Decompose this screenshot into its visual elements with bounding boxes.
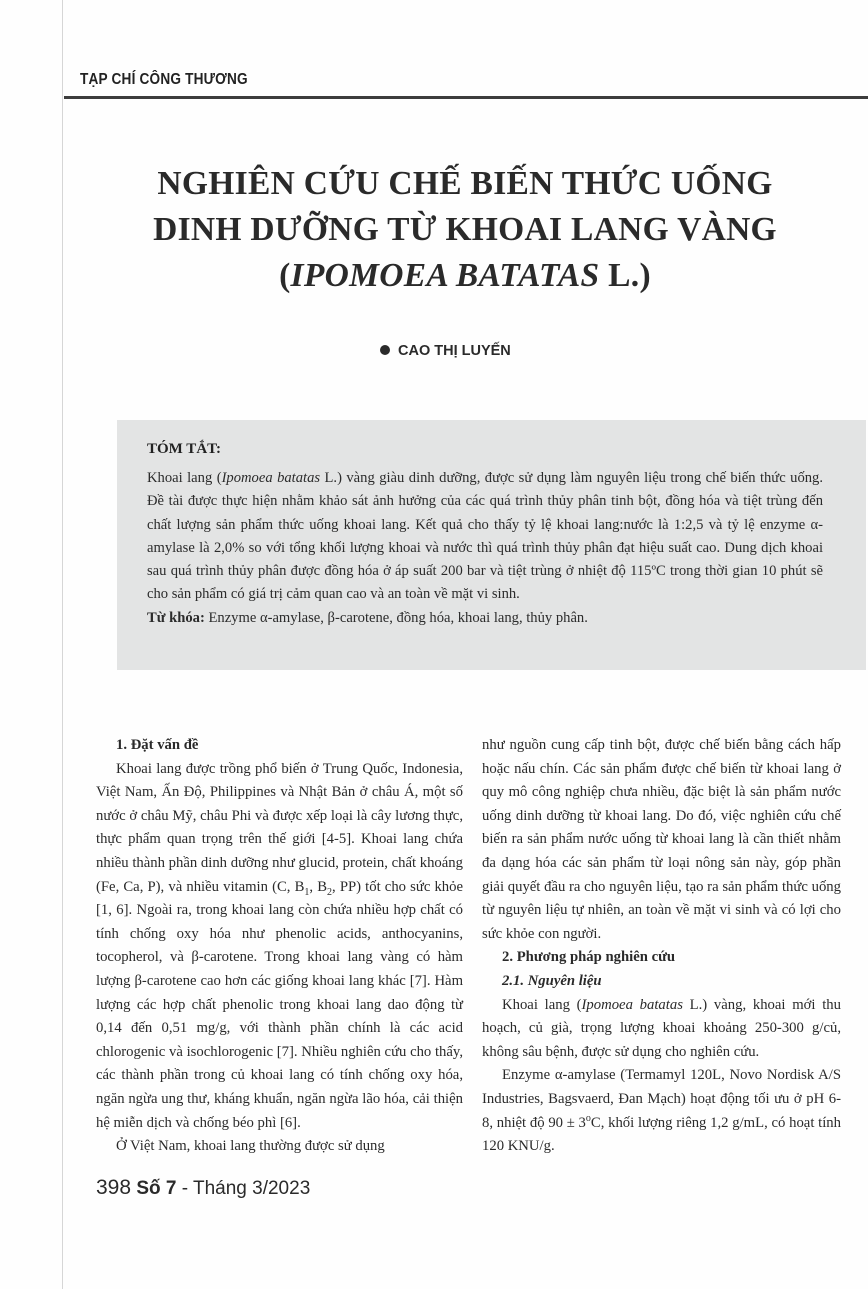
section-heading-2: 2. Phương pháp nghiên cứu (502, 949, 676, 966)
abstract-body (147, 467, 823, 630)
page-footer (96, 1176, 310, 1200)
issue-date: - Tháng 3/2023 (176, 1178, 311, 1199)
paragraph-text: , PP) tốt cho sức khỏe [1, 6]. Ngoài ra, trong khoai lang còn chứa nhiều hợp chất có tính chống oxy hóa như phenolic acids, anthocyanins, tocopherol, và β-carotene. Trong khoai lang vàng có hàm lượng β-carotene cao hơn các giống khoai lang khác [7]. Hàm lượng các hợp chất phenolic trong khoai lang dao động từ 0,14 đến 0,51 mg/g, với thành phần chính là các acid chlorogenic và isochlorogenic [7]. Nhiều nghiên cứu cho thấy, các thành phần trong củ khoai lang có tính chống oxy hóa, ngăn ngừa ung thư, kháng khuẩn, ngăn ngừa lão hóa, cải thiện hệ miễn dịch và chống béo phì [6]. (96, 878, 464, 1131)
title-line-1: NGHIÊN CỨU CHẾ BIẾN THỨC UỐNG (157, 165, 773, 202)
abstract-text: Khoai lang ( (147, 470, 222, 486)
paragraph-text: , B (309, 878, 328, 895)
paragraph (96, 758, 463, 1136)
title-paren-close: L.) (599, 257, 651, 294)
title-species-name: IPOMOEA BATATAS (290, 257, 600, 294)
page-number: 398 (96, 1176, 132, 1199)
abstract-keywords (147, 607, 823, 630)
paragraph-text: Khoai lang ( (502, 996, 582, 1013)
title-paren-open: ( (279, 257, 291, 294)
abstract-paragraph (147, 467, 823, 607)
journal-name: TẠP CHÍ CÔNG THƯƠNG (80, 71, 248, 88)
author-name: CAO THỊ LUYẾN (398, 343, 511, 359)
margin-line (62, 0, 63, 1289)
bullet-icon (380, 345, 390, 355)
paragraph-text: Khoai lang được trồng phổ biến ở Trung Quốc, Indonesia, Việt Nam, Ấn Độ, Philippines và Nhật Bản ở châu Á, một số nước ở châu Mỹ, châu Phi và được xếp loại là cây lương thực, thực phẩm quan trọng trên thế giới [4-5]. Khoai lang chứa nhiều thành phần dinh dưỡng như glucid, protein, chất khoáng (Fe, Ca, P), và nhiều vitamin (C, B (96, 760, 463, 895)
right-column (482, 734, 841, 1159)
subsection-heading-2-1: 2.1. Nguyên liệu (502, 972, 602, 989)
title-line-3 (70, 252, 860, 300)
subscript: 1 (304, 886, 310, 898)
left-column (96, 734, 463, 1159)
section-heading-1: 1. Đặt vấn đề (116, 737, 199, 753)
species-name: Ipomoea batatas (581, 996, 683, 1013)
issue-number: Số 7 (136, 1178, 177, 1199)
header-rule (64, 96, 868, 99)
paragraph: Ở Việt Nam, khoai lang thường được sử dụng (116, 1138, 385, 1155)
abstract-heading: TÓM TẮT: (147, 441, 222, 457)
subscript: 2 (327, 886, 333, 898)
paragraph (482, 994, 841, 1065)
keywords-list: Enzyme α-amylase, β-carotene, đồng hóa, khoai lang, thủy phân. (204, 609, 588, 626)
abstract-text-rest: L.) vàng giàu dinh dưỡng, được sử dụng làm nguyên liệu trong chế biến thức uống. Đề tài được thực hiện nhằm khảo sát ảnh hưởng của các quá trình thủy phân tinh bột, đồng hóa và tiệt trùng đến chất lượng sản phẩm thức uống khoai lang. Kết quả cho thấy tỷ lệ khoai lang:nước là 1:2,5 và tỷ lệ enzyme α-amylase là 2,0% so với tổng khối lượng khoai và nước thì quá trình thủy phân đạt hiệu suất cao. Dung dịch khoai sau quá trình thủy phân được đồng hóa ở áp suất 200 bar và tiệt trùng ở nhiệt độ 115ºC trong thời gian 10 phút sẽ cho sản phẩm có giá trị cảm quan cao và an toàn về mặt vi sinh. (147, 470, 823, 603)
paragraph-text: C, khối lượng riêng 1,2 g/mL, có hoạt tính 120 KNU/g. (482, 1114, 841, 1155)
title-line-2: DINH DƯỠNG TỪ KHOAI LANG VÀNG (153, 211, 777, 248)
paragraph-text: L.) vàng, khoai mới thu hoạch, củ già, trọng lượng khoai khoảng 250-300 g/củ, không sâu bệnh, được sử dụng cho nghiên cứu. (482, 996, 841, 1060)
paragraph (482, 1064, 841, 1158)
keywords-label: Từ khóa: (147, 609, 205, 626)
author-byline (380, 343, 511, 359)
paragraph-text: Enzyme α-amylase (Termamyl 120L, Novo Nordisk A/S Industries, Bagsvaerd, Đan Mạch) hoạt động tối ưu ở pH 6-8, nhiệt độ 90 ± 3 (482, 1067, 841, 1131)
abstract-species: Ipomoea batatas (221, 470, 321, 486)
superscript: o (585, 1112, 591, 1124)
paragraph: như nguồn cung cấp tinh bột, được chế biến bằng cách hấp hoặc nấu chín. Các sản phẩm được chế biến từ khoai lang ở quy mô công nghiệp chưa nhiều, đặc biệt là sản phẩm nước uống dinh dưỡng từ khoai lang. Do đó, việc nghiên cứu chế biến ra sản phẩm nước uống từ khoai lang là cần thiết nhằm đa dạng hóa các sản phẩm từ loại nông sản này, góp phần giải quyết đầu ra cho nguyên liệu, tạo ra sản phẩm thức uống từ nguyên liệu tự nhiên, an toàn về mặt vi sinh và có lợi cho sức khỏe con người. (482, 737, 841, 942)
